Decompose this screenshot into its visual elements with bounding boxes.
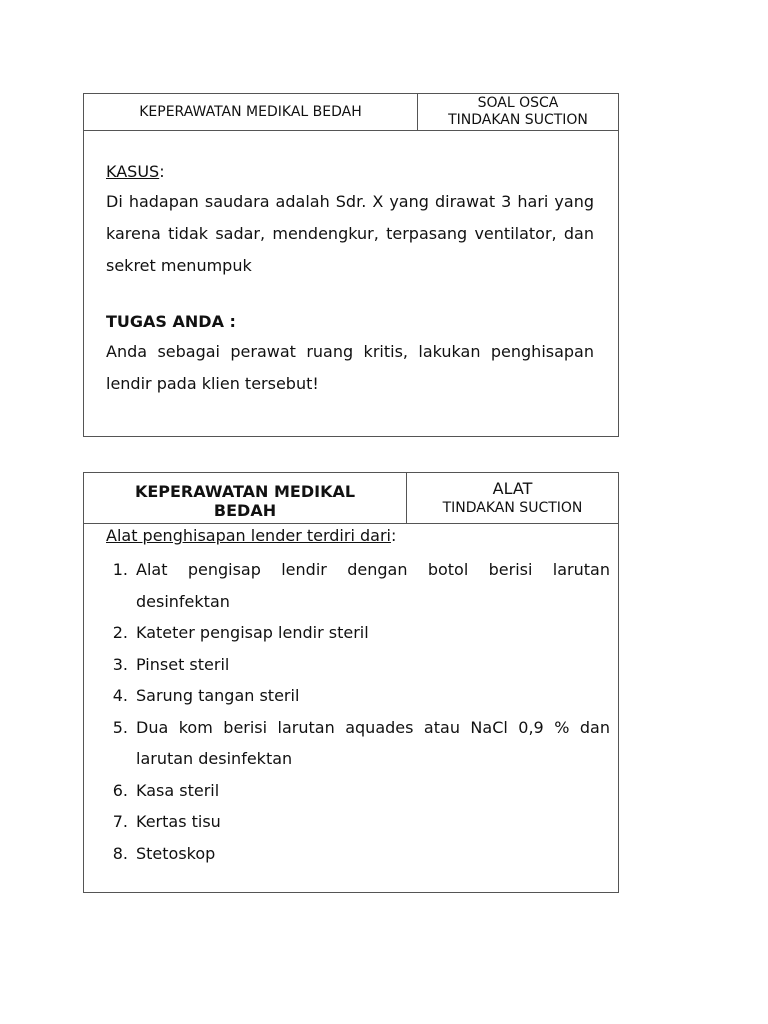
equipment-card-title-line2: TINDAKAN SUCTION xyxy=(442,500,583,516)
list-item-text: Alat pengisap lendir dengan botol berisi larutan desinfektan xyxy=(136,560,610,611)
case-card-title-line2: TINDAKAN SUCTION xyxy=(448,112,588,128)
list-item-text: Sarung tangan steril xyxy=(136,686,300,705)
tugas-heading: TUGAS ANDA : xyxy=(106,312,236,331)
case-card-title xyxy=(418,94,618,130)
list-item-text: Pinset steril xyxy=(136,654,230,674)
kasus-text: Di hadapan saudara adalah Sdr. X yang dirawat 3 hari yang karena tidak sadar, mendengkur, terpasang ventilator, dan sekret menumpuk xyxy=(106,192,594,275)
list-item xyxy=(106,838,610,870)
list-item-text: Dua kom berisi larutan aquades atau NaCl 0,9 % dan larutan desinfektan xyxy=(136,717,610,768)
list-item-number: 5. xyxy=(112,717,128,737)
equipment-card-subject: KEPERAWATAN MEDIKAL BEDAH xyxy=(84,473,407,523)
equipment-intro-text: Alat penghisapan lender terdiri dari xyxy=(106,526,391,545)
kasus-heading xyxy=(106,159,594,184)
list-item-text: Kertas tisu xyxy=(136,812,221,831)
list-item xyxy=(106,775,610,807)
equipment-card-title xyxy=(407,473,618,523)
list-item-number: 6. xyxy=(112,780,128,800)
list-item-text: Kasa steril xyxy=(136,780,220,800)
equipment-list xyxy=(106,554,610,869)
equipment-card-header xyxy=(84,473,618,524)
list-item xyxy=(106,617,610,649)
list-item xyxy=(106,554,610,617)
case-card-title-line1: SOAL OSCA xyxy=(477,95,559,111)
list-item-number: 4. xyxy=(112,686,128,705)
case-card-body xyxy=(84,131,618,400)
list-item-number: 2. xyxy=(112,623,128,642)
case-card-header xyxy=(84,94,618,131)
list-item xyxy=(106,649,610,681)
equipment-intro-colon: : xyxy=(390,526,397,545)
list-item-number: 3. xyxy=(112,654,128,674)
list-item-number: 1. xyxy=(112,560,128,579)
kasus-colon: : xyxy=(159,162,165,181)
equipment-intro xyxy=(106,524,610,548)
list-item-text: Kateter pengisap lendir steril xyxy=(136,623,369,642)
kasus-label: KASUS xyxy=(106,162,160,181)
equipment-card xyxy=(83,472,619,893)
case-card-subject: KEPERAWATAN MEDIKAL BEDAH xyxy=(84,94,418,130)
list-item xyxy=(106,680,610,712)
equipment-card-body xyxy=(84,524,618,869)
list-item-number: 8. xyxy=(112,843,128,863)
list-item xyxy=(106,712,610,775)
tugas-text: Anda sebagai perawat ruang kritis, lakukan penghisapan lendir pada klien tersebut! xyxy=(106,342,594,393)
case-card xyxy=(83,93,619,437)
list-item-text: Stetoskop xyxy=(136,843,216,863)
list-item xyxy=(106,806,610,838)
list-item-number: 7. xyxy=(112,812,128,831)
equipment-card-title-line1: ALAT xyxy=(492,479,533,498)
